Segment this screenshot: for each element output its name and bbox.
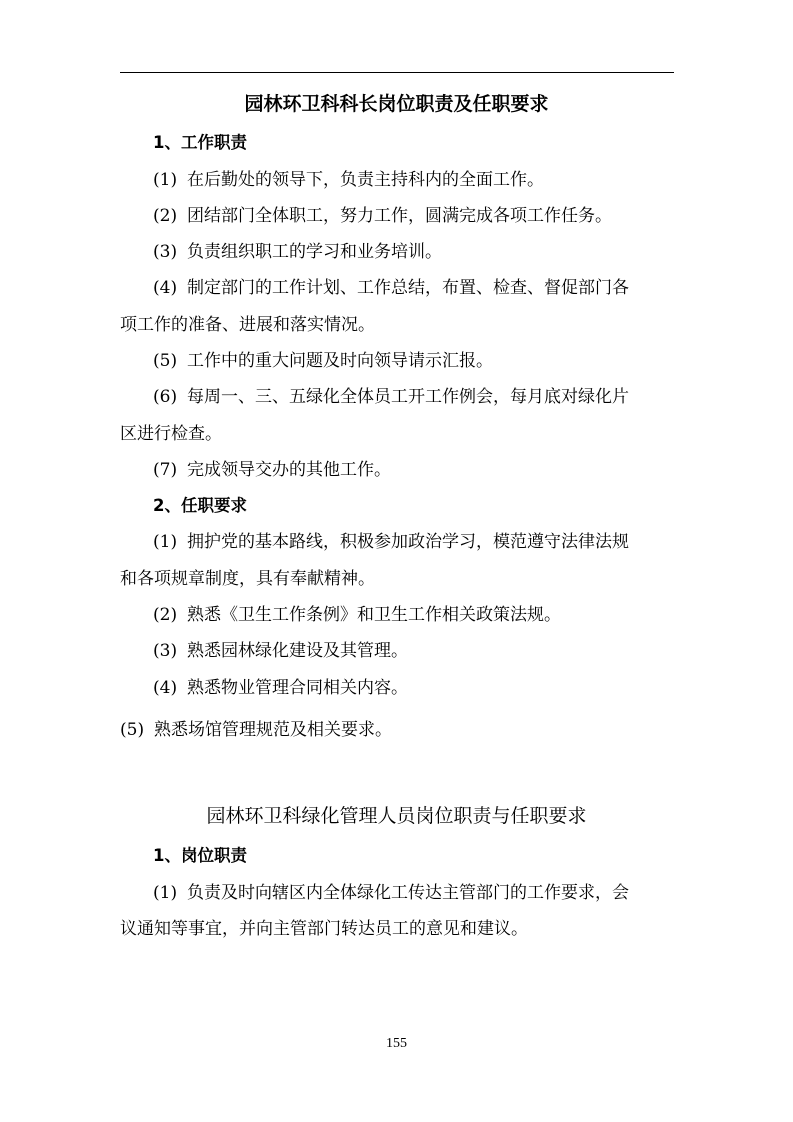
section1-duties-heading: 1、工作职责	[153, 133, 247, 152]
list-item	[153, 205, 612, 227]
item-text: 团结部门全体职工，努力工作，圆满完成各项工作任务。	[187, 206, 612, 226]
header-rule	[120, 72, 674, 73]
item-number: (3)	[153, 242, 178, 262]
item-text: 熟悉园林绿化建设及其管理。	[187, 641, 408, 661]
item-number: (1)	[153, 532, 178, 552]
list-item-continuation: 议通知等事宜，并向主管部门转达员工的意见和建议。	[120, 919, 528, 939]
page-number: 155	[386, 1036, 407, 1051]
list-item	[153, 350, 493, 372]
section2-duties-heading: 1、岗位职责	[153, 846, 247, 865]
item-text: 每周一、三、五绿化全体员工开工作例会，每月底对绿化片	[187, 387, 629, 407]
item-text: 负责组织职工的学习和业务培训。	[187, 242, 442, 262]
item-number: (2)	[153, 206, 178, 226]
list-item	[120, 719, 392, 741]
item-text: 完成领导交办的其他工作。	[187, 460, 391, 480]
item-number: (1)	[153, 883, 178, 903]
item-number: (5)	[120, 720, 145, 740]
list-item	[153, 882, 629, 904]
item-number: (4)	[153, 278, 178, 298]
list-item	[153, 531, 629, 553]
list-item	[153, 604, 561, 626]
list-item	[153, 459, 391, 481]
item-number: (3)	[153, 641, 178, 661]
list-item-continuation: 项工作的准备、进展和落实情况。	[120, 315, 375, 335]
item-number: (7)	[153, 460, 178, 480]
item-text: 熟悉物业管理合同相关内容。	[187, 678, 408, 698]
list-item	[153, 241, 442, 263]
list-item	[153, 169, 544, 191]
list-item	[153, 386, 629, 408]
list-item-continuation: 和各项规章制度，具有奉献精神。	[120, 569, 375, 589]
item-text: 熟悉《卫生工作条例》和卫生工作相关政策法规。	[187, 605, 561, 625]
list-item	[153, 277, 629, 299]
section1-requirements-heading: 2、任职要求	[153, 496, 247, 515]
item-text: 负责及时向辖区内全体绿化工传达主管部门的工作要求，会	[187, 883, 629, 903]
item-number: (1)	[153, 170, 178, 190]
list-item	[153, 640, 408, 662]
section1-title: 园林环卫科科长岗位职责及任职要求	[244, 93, 549, 115]
item-text: 制定部门的工作计划、工作总结，布置、检查、督促部门各	[187, 278, 629, 298]
item-text: 工作中的重大问题及时向领导请示汇报。	[187, 351, 493, 371]
list-item-continuation: 区进行检查。	[120, 424, 222, 444]
item-text: 在后勤处的领导下，负责主持科内的全面工作。	[187, 170, 544, 190]
item-number: (5)	[153, 351, 178, 371]
section2-title: 园林环卫科绿化管理人员岗位职责与任职要求	[206, 805, 587, 827]
item-text: 拥护党的基本路线，积极参加政治学习，模范遵守法律法规	[187, 532, 629, 552]
item-number: (6)	[153, 387, 178, 407]
item-number: (4)	[153, 678, 178, 698]
item-text: 熟悉场馆管理规范及相关要求。	[154, 720, 392, 740]
item-number: (2)	[153, 605, 178, 625]
list-item	[153, 677, 408, 699]
